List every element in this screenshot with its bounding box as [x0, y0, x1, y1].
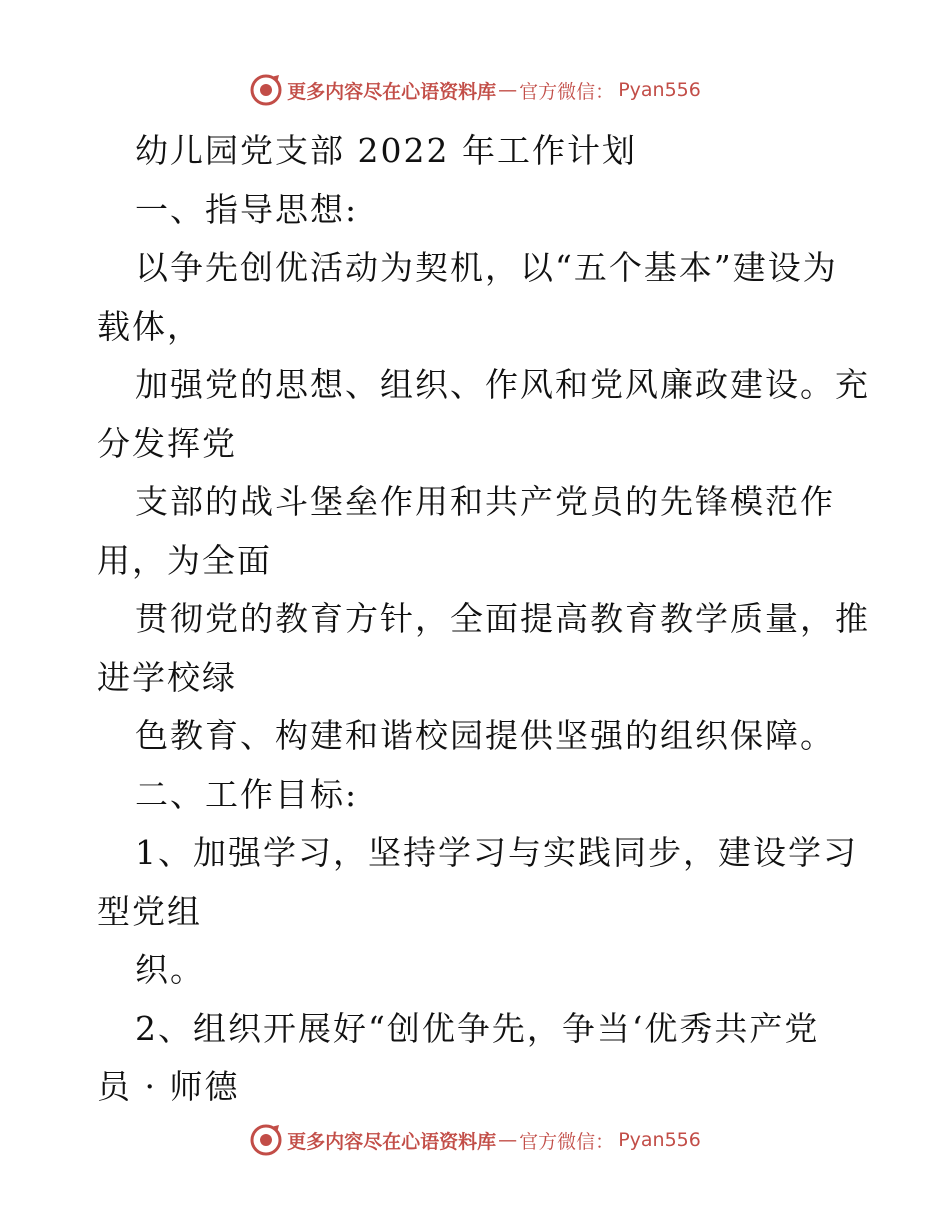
document-title: 幼儿园党支部 2022 年工作计划 — [135, 131, 637, 170]
paragraph-line: 分发挥党 — [97, 423, 237, 463]
paragraph-line: 用，为全面 — [97, 540, 272, 580]
watermark-banner-bottom — [0, 1120, 950, 1160]
watermark-account: Pyan556 — [618, 1129, 701, 1151]
paragraph-line: 型党组 — [97, 891, 202, 931]
paragraph-line: 2、组织开展好“创优争先，争当‘优秀共产党 — [135, 1008, 820, 1048]
section-heading: 一、指导思想: — [135, 189, 359, 229]
watermark-dash: — — [498, 79, 518, 101]
watermark-account: Pyan556 — [618, 79, 701, 101]
pen-logo-icon — [249, 73, 283, 107]
document-body — [97, 122, 870, 1117]
paragraph-line: 贯彻党的教育方针，全面提高教育教学质量，推 — [135, 599, 870, 638]
watermark-site: 更多内容尽在心语资料库 — [287, 1130, 497, 1153]
paragraph-line: 载体， — [97, 306, 202, 346]
paragraph-line: 织。 — [135, 950, 205, 989]
pen-logo-icon — [249, 1123, 283, 1157]
paragraph-line: 色教育、构建和谐校园提供坚强的组织保障。 — [135, 716, 835, 755]
watermark-label: 官方微信： — [519, 1130, 615, 1153]
paragraph-line: 以争先创优活动为契机，以“五个基本”建设为 — [135, 248, 838, 287]
paragraph-line: 加强党的思想、组织、作风和党风廉政建设。充 — [135, 365, 870, 404]
paragraph-line: 进学校绿 — [97, 657, 237, 697]
paragraph-line: 员 · 师德 — [97, 1067, 240, 1106]
section-heading: 二、工作目标: — [135, 774, 359, 814]
watermark-dash: — — [498, 1129, 518, 1151]
watermark-banner-top — [0, 70, 950, 110]
watermark-site: 更多内容尽在心语资料库 — [287, 80, 497, 103]
watermark-label: 官方微信： — [519, 80, 615, 103]
paragraph-line: 1、加强学习，坚持学习与实践同步，建设学习 — [135, 833, 858, 872]
paragraph-line: 支部的战斗堡垒作用和共产党员的先锋模范作 — [135, 482, 835, 521]
